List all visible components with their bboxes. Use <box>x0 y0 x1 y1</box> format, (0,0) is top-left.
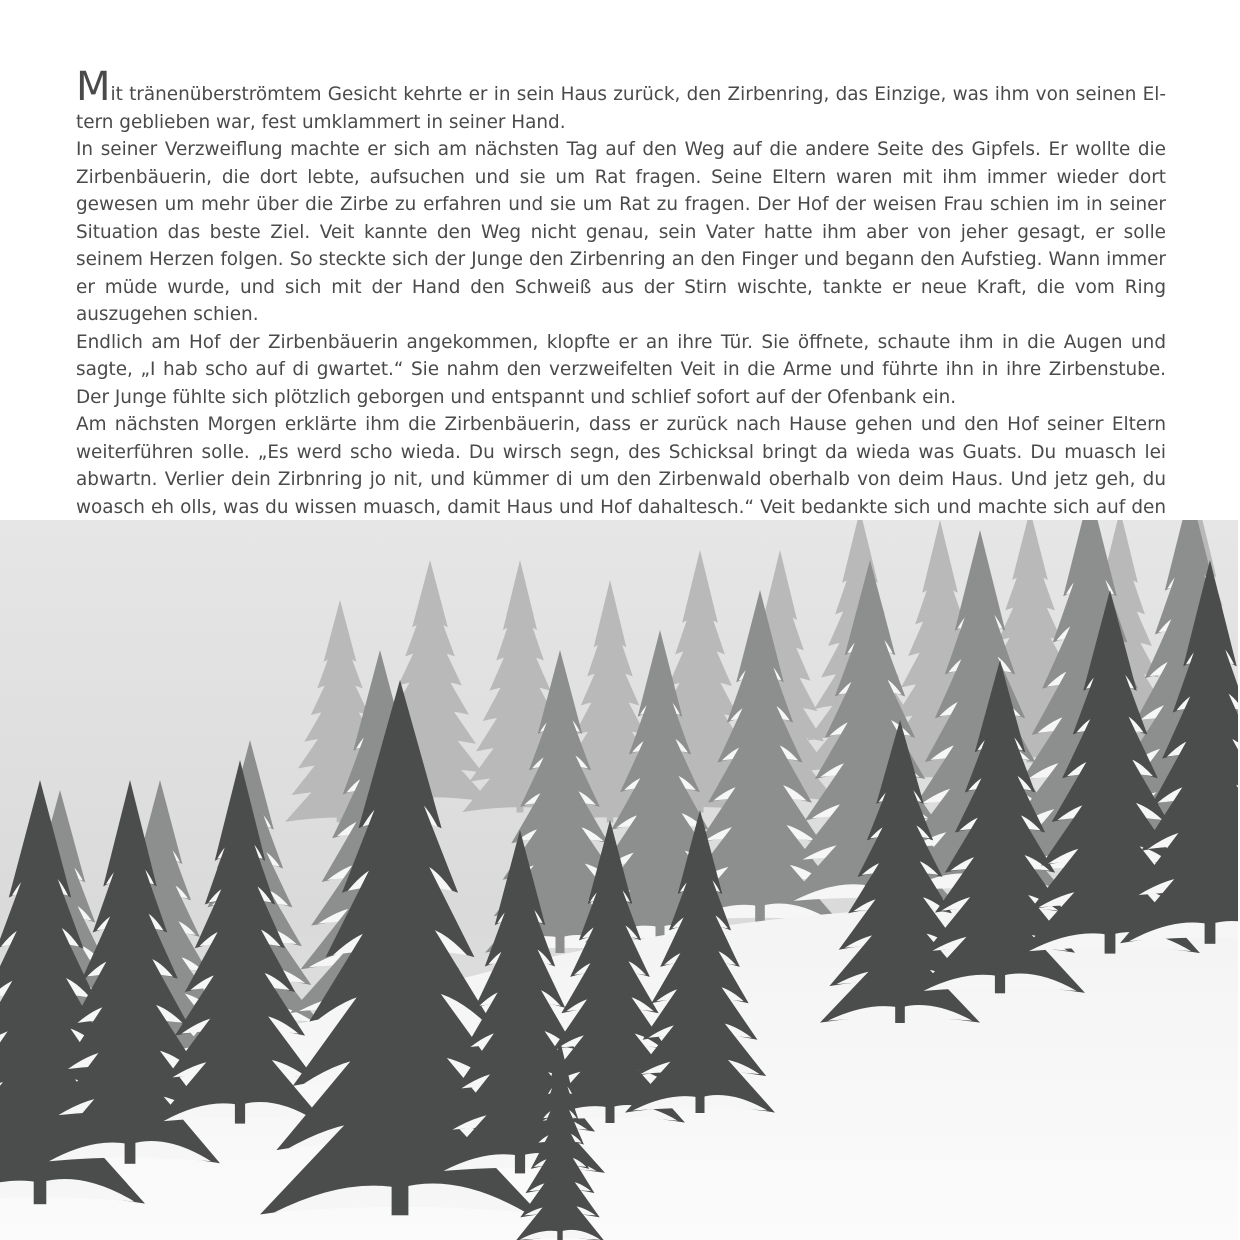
story-text <box>76 64 1166 549</box>
drop-cap: M <box>76 64 111 110</box>
story-paragraph-4: Am nächsten Morgen erklärte ihm die Zirbenbäuerin, dass er zurück nach Hause gehen und den Hof seiner Eltern weiterführen solle. „Es werd scho wieda. Du wirsch segn, des Schicksal bringt da wieda was Guats. Du muasch lei abwartn. Verlier dein Zirbnring jo nit, und kümmer di um den Zirbenwald oberhalb von deim Haus. Und jetz geh, du woasch eh olls, was du wissen muasch, damit Haus und Hof dahaltesch.“ Veit bedankte sich und machte sich auf den <box>76 414 1166 518</box>
forest-illustration <box>0 520 1238 1240</box>
story-paragraph-3: Endlich am Hof der Zirbenbäuerin angekommen, klopfte er an ihre Tür. Sie öffnete, schaute ihm in die Augen und sagte, „I hab scho auf di gwartet.“ Sie nahm den verzweifelten Veit in die Arme und führte ihn in ihre Zirbenstube. Der Junge fühlte sich plötzlich geborgen und entspannt und schlief sofort auf der Ofenbank ein. <box>76 331 1166 408</box>
paragraph-1-text: it tränenüberströmtem Gesicht kehrte er in sein Haus zurück, den Zirbenring, das Einzige, was ihm von seinen Eltern geblieben war, fest umklammert in seiner Hand. <box>76 84 1166 133</box>
story-paragraph-2: In seiner Verzweiflung machte er sich am nächsten Tag auf den Weg auf die andere Seite des Gipfels. Er wollte die Zirbenbäuerin, die dort lebte, aufsuchen und sie um Rat fragen. Seine Eltern waren mit ihm immer wieder dort gewesen um mehr über die Zirbe zu erfahren und sie um Rat zu fragen. Der Hof der weisen Frau schien im in seiner Situation das beste Ziel. Veit kannte den Weg nicht genau, sein Vater hatte ihm aber von jeher gesagt, er solle seinem Herzen folgen. So steckte sich der Junge den Zirbenring an den Finger und begann den Aufstieg. Wann immer er müde wurde, und sich mit der Hand den Schweiß aus der Stirn wischte, tankte er neue Kraft, die vom Ring auszugehen schien. <box>76 139 1166 325</box>
story-paragraph-1 <box>76 64 1166 136</box>
snowy-forest-photo <box>0 520 1238 1240</box>
